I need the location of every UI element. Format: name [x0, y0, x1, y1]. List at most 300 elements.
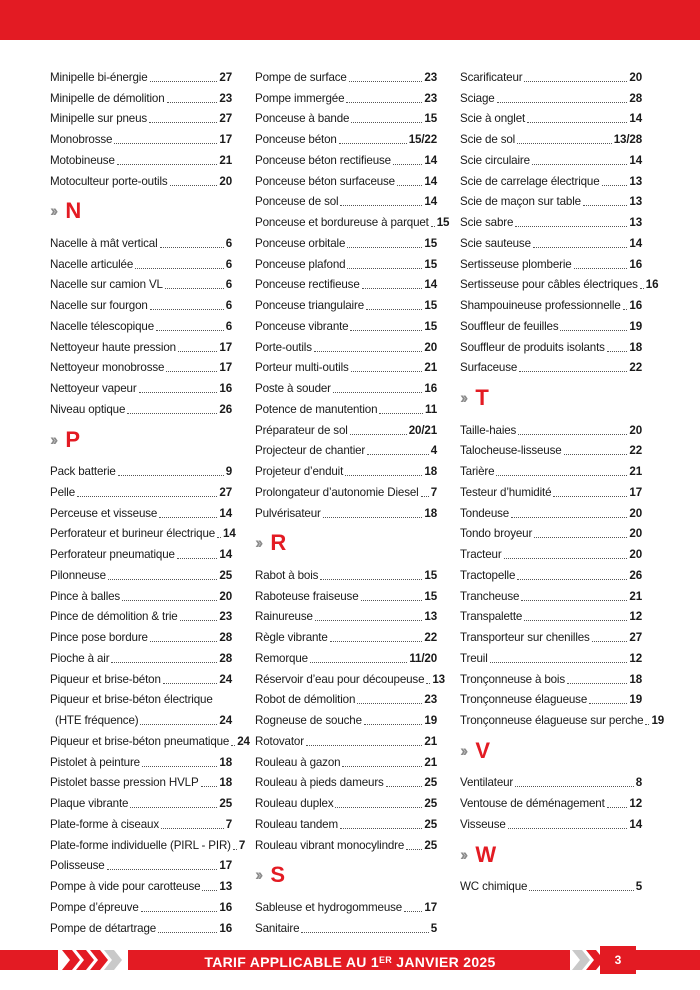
index-entry — [255, 604, 437, 625]
entry-page: 9 — [225, 465, 232, 478]
dot-leader — [150, 81, 218, 82]
entry-label: Niveau optique — [50, 402, 126, 416]
index-entry — [255, 209, 450, 230]
index-entry — [460, 313, 642, 334]
index-entry — [50, 168, 232, 189]
index-entry — [50, 707, 232, 728]
dot-leader — [150, 309, 224, 310]
entry-label: Scie circulaire — [460, 153, 530, 167]
entry-page: 25 — [219, 568, 232, 582]
entry-page: 15 — [424, 319, 437, 333]
index-entry — [460, 230, 642, 251]
index-entry — [460, 521, 642, 542]
dot-leader — [335, 807, 422, 808]
dot-leader — [602, 185, 628, 186]
entry-label: Réservoir d’eau pour découpeuse — [255, 672, 425, 686]
entry-page: 16 — [645, 278, 659, 292]
dot-leader — [623, 309, 628, 310]
entry-page: 12 — [629, 651, 642, 665]
entry-page: 14 — [219, 506, 232, 520]
dot-leader — [165, 288, 224, 289]
dot-leader — [431, 226, 435, 227]
entry-label: Ponceuse plafond — [255, 257, 346, 271]
index-entry — [460, 168, 642, 189]
dot-leader — [141, 911, 218, 912]
dot-leader — [163, 683, 218, 684]
dot-leader — [645, 724, 649, 725]
dot-leader — [553, 496, 627, 497]
entry-page: 5 — [430, 921, 437, 935]
entry-label: Rouleau duplex — [255, 797, 334, 810]
double-chevron-icon: ›› — [255, 865, 261, 885]
entry-page: 13 — [424, 610, 437, 624]
index-entry — [460, 811, 642, 832]
section-letter: N — [65, 198, 82, 224]
index-entry — [460, 147, 642, 168]
entry-page: 13 — [629, 195, 642, 209]
dot-leader — [607, 351, 628, 352]
entry-page: 6 — [225, 299, 232, 312]
index-entry — [255, 645, 437, 666]
entry-label: Rotovator — [255, 734, 304, 748]
entry-page: 16 — [629, 257, 642, 271]
entry-label: Ponceuse triangulaire — [255, 299, 364, 312]
entry-page: 15/22 — [408, 133, 437, 146]
index-entry — [255, 790, 437, 811]
entry-label: Sciage — [460, 91, 495, 105]
dot-leader — [592, 641, 628, 642]
dot-leader — [524, 81, 627, 82]
entry-label: Ponceuse béton surfaceuse — [255, 174, 395, 188]
index-entry — [460, 604, 642, 625]
entry-label: Plate-forme à ciseaux — [50, 817, 159, 831]
dot-leader — [333, 392, 423, 393]
entry-label: Sanitaire — [255, 921, 300, 935]
entry-label: Rabot à bois — [255, 568, 319, 582]
entry-page: 13 — [629, 174, 642, 188]
entry-page: 17 — [219, 859, 232, 873]
entry-label: Sertisseuse plomberie — [460, 257, 572, 271]
index-entry — [255, 687, 437, 708]
index-column-3 — [460, 64, 665, 894]
index-entry — [460, 126, 642, 147]
entry-label: Scie de carrelage électrique — [460, 174, 600, 188]
index-entry — [50, 915, 232, 936]
index-entry — [460, 479, 642, 500]
entry-page: 21 — [629, 465, 642, 478]
dot-leader — [159, 517, 217, 518]
entry-page: 25 — [424, 776, 437, 790]
entry-page: 17 — [219, 340, 232, 354]
index-entry — [50, 272, 232, 293]
entry-page: 18 — [219, 755, 232, 769]
index-entry — [460, 500, 642, 521]
footer-title: TARIF APPLICABLE AU 1ER JANVIER 2025 — [150, 950, 550, 970]
entry-page: 21 — [424, 755, 437, 769]
entry-label: Pompe de détartrage — [50, 921, 157, 935]
entry-page: 28 — [629, 91, 642, 105]
dot-leader — [511, 517, 627, 518]
index-entry — [50, 85, 232, 106]
dot-leader — [518, 434, 627, 435]
entry-page: 15 — [424, 568, 437, 582]
entry-page: 18 — [219, 776, 232, 790]
dot-leader — [351, 122, 422, 123]
entry-page: 6 — [225, 278, 232, 292]
entry-page: 27 — [219, 485, 232, 499]
index-entry — [50, 853, 232, 874]
index-entry — [255, 126, 437, 147]
entry-label: Nettoyeur haute pression — [50, 340, 176, 354]
index-entry — [255, 375, 437, 396]
entry-label: Scie sauteuse — [460, 236, 531, 250]
index-entry — [255, 85, 437, 106]
index-entry — [255, 728, 437, 749]
index-entry — [255, 147, 437, 168]
dot-leader — [351, 371, 423, 372]
entry-page: 17 — [219, 133, 232, 146]
entry-label: Remorque — [255, 651, 308, 665]
dot-leader — [504, 558, 628, 559]
entry-page: 13 — [432, 672, 445, 686]
entry-page: 14 — [424, 195, 437, 209]
entry-label: Transpalette — [460, 610, 523, 624]
entry-label: Pilonneuse — [50, 568, 106, 582]
index-entry — [255, 189, 437, 210]
entry-page: 21 — [629, 589, 642, 603]
entry-label: Pompe immergée — [255, 91, 345, 105]
index-entry — [50, 645, 232, 666]
index-entry — [460, 541, 642, 562]
index-entry — [50, 541, 232, 562]
entry-label: Plate-forme individuelle (PIRL - PIR) — [50, 838, 231, 852]
dot-leader — [496, 475, 627, 476]
entry-page: 26 — [629, 568, 642, 582]
dot-leader — [527, 122, 627, 123]
index-entry — [460, 458, 642, 479]
entry-page: 20 — [629, 70, 642, 84]
letter-heading — [460, 375, 642, 417]
entry-page: 15 — [424, 112, 437, 126]
double-chevron-icon: ›› — [460, 740, 466, 760]
entry-label: Pulvérisateur — [255, 506, 321, 520]
entry-label: Tronçonneuse élagueuse — [460, 693, 588, 707]
dot-leader — [149, 122, 217, 123]
section-letter: R — [270, 530, 287, 556]
letter-heading — [50, 189, 232, 231]
entry-page: 18 — [424, 465, 437, 478]
letter-heading — [50, 417, 232, 459]
index-entry — [255, 313, 437, 334]
entry-label: Testeur d’humidité — [460, 485, 552, 499]
index-entry — [460, 770, 642, 791]
index-entry — [460, 292, 642, 313]
index-entry — [460, 85, 642, 106]
entry-page: 20 — [629, 423, 642, 437]
entry-label: Visseuse — [460, 817, 506, 831]
index-entry — [50, 458, 232, 479]
dot-leader — [139, 392, 218, 393]
entry-page: 22 — [629, 444, 642, 458]
entry-page: 22 — [424, 631, 437, 644]
index-entry — [50, 396, 232, 417]
entry-label: (HTE fréquence) — [55, 714, 139, 727]
index-entry — [460, 251, 642, 272]
entry-page: 24 — [237, 734, 250, 748]
entry-label: Rouleau à pieds dameurs — [255, 776, 384, 790]
index-entry — [255, 417, 437, 438]
index-entry — [50, 728, 250, 749]
entry-page: 17 — [219, 361, 232, 375]
entry-label: Tronçonneuse à bois — [460, 672, 565, 686]
dot-leader — [142, 766, 217, 767]
dot-leader — [231, 745, 235, 746]
dot-leader — [310, 662, 407, 663]
entry-label: Nacelle sur camion VL — [50, 278, 163, 292]
index-entry — [255, 832, 437, 853]
entry-page: 14 — [219, 548, 232, 561]
entry-label: Piqueur et brise-béton électrique — [50, 693, 213, 707]
dot-leader — [202, 890, 217, 891]
dot-leader — [201, 786, 218, 787]
dot-leader — [108, 579, 218, 580]
index-entry — [255, 230, 437, 251]
dot-leader — [156, 330, 224, 331]
entry-label: Tondo broyeur — [460, 527, 533, 541]
dot-leader — [340, 205, 422, 206]
index-entry — [50, 313, 232, 334]
entry-page: 27 — [219, 112, 232, 126]
dot-leader — [640, 288, 644, 289]
index-entry — [50, 500, 232, 521]
entry-label: Projeteur d’enduit — [255, 465, 344, 478]
dot-leader — [404, 911, 422, 912]
index-entry — [255, 500, 437, 521]
entry-page: 17 — [424, 900, 437, 914]
entry-label: Pince à balles — [50, 589, 121, 603]
entry-label: Motobineuse — [50, 153, 115, 167]
entry-label: Ponceuse à bande — [255, 112, 350, 126]
entry-label: Pince pose bordure — [50, 631, 148, 644]
entry-label: Rouleau à gazon — [255, 755, 341, 769]
entry-label: Talocheuse-lisseuse — [460, 444, 562, 458]
index-entry — [255, 334, 437, 355]
dot-leader — [589, 703, 627, 704]
index-entry — [50, 334, 232, 355]
dot-leader — [364, 724, 423, 725]
dot-leader — [114, 143, 217, 144]
entry-page: 6 — [225, 257, 232, 271]
entry-label: Scie de maçon sur table — [460, 195, 581, 209]
chevrons-left-icon — [58, 946, 128, 974]
dot-leader — [347, 247, 422, 248]
index-entry — [50, 375, 232, 396]
entry-label: Prolongateur d’autonomie Diesel — [255, 485, 419, 499]
dot-leader — [314, 351, 423, 352]
entry-label: Ponceuse rectifieuse — [255, 278, 360, 292]
entry-page: 27 — [219, 70, 232, 84]
index-entry — [50, 147, 232, 168]
index-entry — [460, 645, 642, 666]
entry-page: 14 — [223, 527, 236, 541]
entry-page: 15 — [424, 589, 437, 603]
index-entry — [50, 479, 232, 500]
dot-leader — [560, 330, 627, 331]
entry-page: 14 — [424, 278, 437, 292]
entry-page: 19 — [629, 319, 642, 333]
index-entry — [460, 417, 642, 438]
index-entry — [50, 126, 232, 147]
dot-leader — [366, 309, 422, 310]
entry-label: Scie à onglet — [460, 112, 526, 126]
entry-label: Shampouineuse professionnelle — [460, 299, 621, 312]
entry-page: 25 — [424, 817, 437, 831]
entry-page: 18 — [629, 340, 642, 354]
entry-label: Perceuse et visseuse — [50, 506, 158, 520]
letter-heading — [255, 853, 437, 895]
dot-leader — [127, 413, 217, 414]
entry-page: 15 — [424, 299, 437, 312]
entry-page: 20 — [629, 506, 642, 520]
entry-label: Tractopelle — [460, 568, 516, 582]
double-chevron-icon: ›› — [50, 429, 56, 449]
dot-leader — [583, 205, 627, 206]
entry-page: 20 — [219, 589, 232, 603]
entry-page: 27 — [629, 631, 642, 644]
entry-label: Pompe d’épreuve — [50, 900, 139, 914]
entry-label: Nettoyeur monobrosse — [50, 361, 165, 375]
entry-page: 24 — [219, 714, 232, 727]
entry-label: Ponceuse et bordureuse à parquet — [255, 216, 429, 229]
dot-leader — [532, 164, 627, 165]
entry-page: 16 — [219, 382, 232, 395]
entry-page: 26 — [219, 402, 232, 416]
index-entry — [50, 749, 232, 770]
dot-leader — [346, 102, 422, 103]
dot-leader — [362, 288, 423, 289]
index-entry — [50, 687, 232, 708]
entry-label: Ventouse de déménagement — [460, 797, 605, 810]
index-entry — [255, 168, 437, 189]
entry-page: 20/21 — [408, 423, 437, 437]
dot-leader — [150, 641, 218, 642]
index-entry — [255, 770, 437, 791]
entry-label: Ponceuse orbitale — [255, 236, 346, 250]
section-letter: W — [475, 841, 497, 867]
dot-leader — [607, 807, 628, 808]
footer — [0, 938, 700, 983]
dot-leader — [517, 579, 627, 580]
entry-label: Scie de sol — [460, 133, 516, 146]
entry-label: Poste à souder — [255, 382, 331, 395]
dot-leader — [330, 641, 423, 642]
index-entry — [460, 707, 665, 728]
entry-label: Raboteuse fraiseuse — [255, 589, 359, 603]
index-entry — [460, 666, 642, 687]
entry-page: 28 — [219, 631, 232, 644]
entry-page: 14 — [424, 174, 437, 188]
dot-leader — [167, 102, 218, 103]
entry-label: Tondeuse — [460, 506, 510, 520]
entry-page: 8 — [635, 776, 642, 790]
dot-leader — [567, 683, 627, 684]
index-entry — [50, 521, 236, 542]
double-chevron-icon: ›› — [460, 388, 466, 407]
entry-page: 25 — [424, 797, 437, 810]
entry-page: 20 — [629, 548, 642, 561]
entry-label: Rainureuse — [255, 610, 313, 624]
entry-label: Tronçonneuse élagueuse sur perche — [460, 714, 644, 727]
entry-label: Pistolet basse pression HVLP — [50, 776, 199, 790]
entry-page: 24 — [219, 672, 232, 686]
entry-label: Minipelle bi-énergie — [50, 70, 148, 84]
entry-label: Nacelle télescopique — [50, 319, 154, 333]
dot-leader — [533, 247, 628, 248]
dot-leader — [111, 662, 217, 663]
index-entry — [255, 749, 437, 770]
entry-page: 7 — [238, 838, 246, 852]
index-entry — [255, 479, 437, 500]
dot-leader — [490, 662, 628, 663]
entry-page: 16 — [219, 900, 232, 914]
dot-leader — [160, 247, 224, 248]
entry-page: 18 — [424, 506, 437, 520]
dot-leader — [320, 579, 422, 580]
entry-page: 16 — [424, 382, 437, 395]
index-entry — [255, 583, 437, 604]
index-entry — [460, 624, 642, 645]
index-entry — [460, 790, 642, 811]
index-column-2 — [255, 64, 450, 936]
index-entry — [50, 64, 232, 85]
entry-label: Robot de démolition — [255, 693, 356, 707]
entry-page: 14 — [629, 817, 642, 831]
entry-label: Piqueur et brise-béton pneumatique — [50, 734, 230, 748]
dot-leader — [349, 81, 423, 82]
entry-label: Pince de démolition & trie — [50, 610, 178, 624]
dot-leader — [421, 496, 429, 497]
index-entry — [460, 583, 642, 604]
index-entry — [50, 873, 232, 894]
entry-label: Motoculteur porte-outils — [50, 174, 168, 188]
entry-page: 28 — [219, 651, 232, 665]
entry-page: 23 — [424, 91, 437, 105]
entry-page: 13 — [629, 216, 642, 229]
entry-page: 19 — [629, 693, 642, 707]
entry-label: Scie sabre — [460, 216, 514, 229]
dot-leader — [140, 724, 217, 725]
index-entry — [255, 458, 437, 479]
dot-leader — [519, 371, 627, 372]
entry-label: Polisseuse — [50, 859, 105, 873]
dot-leader — [340, 828, 422, 829]
index-entry — [50, 106, 232, 127]
dot-leader — [574, 268, 628, 269]
index-column-1 — [50, 64, 250, 936]
dot-leader — [397, 185, 422, 186]
entry-label: Ponceuse de sol — [255, 195, 339, 209]
index-entry — [255, 396, 437, 417]
double-chevron-icon: ›› — [460, 844, 466, 864]
entry-page: 15 — [424, 257, 437, 271]
index-entry — [50, 230, 232, 251]
dot-leader — [357, 703, 422, 704]
index-entry — [460, 209, 642, 230]
index-entry — [255, 272, 437, 293]
section-letter: V — [475, 737, 491, 763]
double-chevron-icon: ›› — [50, 201, 56, 221]
entry-page: 7 — [430, 485, 437, 499]
